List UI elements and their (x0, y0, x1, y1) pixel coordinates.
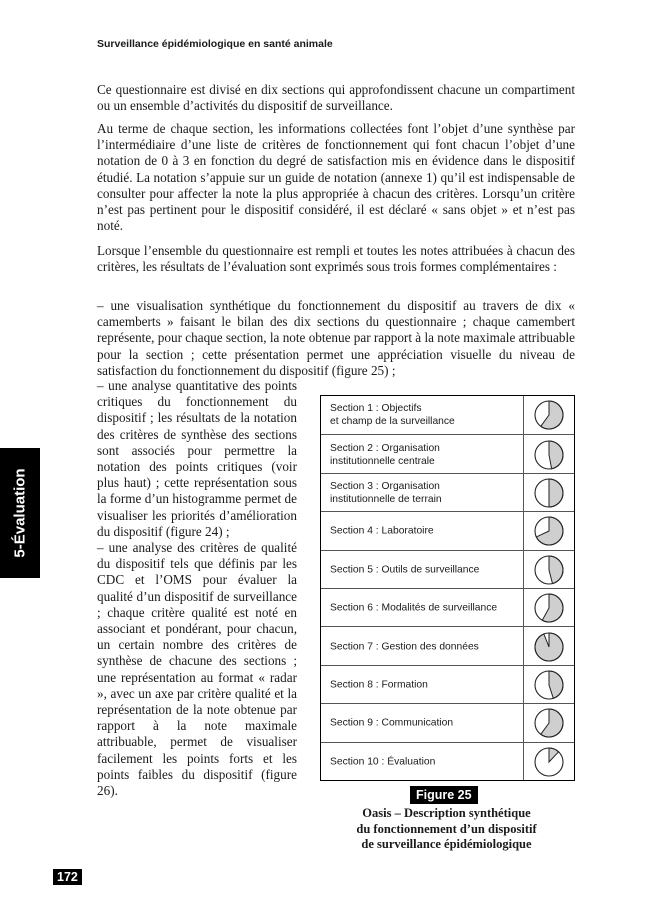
section-label-line: et champ de la surveillance (330, 416, 455, 428)
figure-row (321, 511, 574, 550)
running-header: Surveillance épidémiologique en santé animale (97, 38, 333, 50)
figure-caption (320, 806, 573, 853)
section-label-line: Section 9 : Communication (330, 717, 454, 729)
paragraph: Lorsque l’ensemble du questionnaire est rempli et toutes les notes attribuées à chacun des critères, les résultats de l’évaluation sont exprimés sous trois formes complémentaires : (97, 243, 575, 275)
left-column-text (97, 378, 297, 799)
section-label-line: Section 7 : Gestion des données (330, 641, 479, 653)
section-label-line: Section 5 : Outils de surveillance (330, 564, 480, 576)
figure-row (321, 396, 574, 434)
paragraph: Ce questionnaire est divisé en dix sections qui approfondissent chacune un compartiment ou un ensemble d’activités du dispositif de surveillance. (97, 82, 575, 114)
score-pie (533, 399, 565, 431)
column-paragraph: – une analyse des critères de qualité du dispositif tels que définis par les CDC et l’OMS pour évaluer la qualité d’un dispositif de surveillance ; chaque critère qualité est noté en associant et pondérant, pour chacun, un certain nombre des critères de synthèse de chacune des sections ; une représentation au format « radar », avec un axe par critère qualité et la représentation de la note obtenue par rapport à la note maximale attribuable, permet de visualiser facilement les points forts et les points faibles du dispositif (figure 26). (97, 540, 297, 799)
section-label (330, 717, 520, 730)
section-label-line: Section 1 : Objectifs (330, 403, 422, 415)
figure-25-table (320, 395, 575, 781)
score-wedge (549, 556, 563, 584)
figure-row (321, 473, 574, 512)
score-pie (533, 439, 565, 471)
score-pie (533, 477, 565, 509)
caption-line: de surveillance épidémiologique (361, 837, 532, 851)
section-label (330, 678, 520, 691)
score-wedge (549, 441, 563, 469)
section-label-line: institutionnelle de terrain (330, 493, 442, 505)
section-label (330, 602, 520, 615)
figure-row (321, 588, 574, 627)
section-label-line: Section 6 : Modalités de surveillance (330, 602, 498, 614)
score-wedge (549, 671, 563, 698)
caption-line: Oasis – Description synthétique (362, 806, 531, 820)
paragraph: – une visualisation synthétique du fonctionnement du dispositif au travers de dix « camemberts » faisant le bilan des dix sections du questionnaire ; chaque camembert représente, pour chaque section, la note obtenue par rapport à la note maximale attribuable pour la section ; cette présentation permet une appréciation visuelle du niveau de satisfaction du fonctionnement du dispositif (figure 25) ; (97, 298, 575, 378)
figure-row (321, 550, 574, 589)
chapter-tab (0, 448, 40, 578)
column-paragraph: – une analyse quantitative des points critiques du fonctionnement du dispositif ; les résultats de la notation des critères de synthèse des sections sont associés pour permettre la notation des points critiques (voir plus haut) ; cette représentation sous la forme d’un histogramme permet de visualiser les priorités d’amélioration du dispositif (figure 24) ; (97, 378, 297, 539)
figure-row (321, 626, 574, 665)
score-pie (533, 746, 565, 778)
section-label-line: institutionnelle centrale (330, 455, 435, 467)
figure-badge: Figure 25 (410, 786, 478, 804)
section-label-line: Section 3 : Organisation (330, 480, 440, 492)
score-pie (533, 631, 565, 663)
section-label (330, 442, 520, 468)
chapter-tab-label: 5-Évaluation (11, 468, 29, 558)
section-label (330, 480, 520, 506)
figure-row (321, 742, 574, 781)
section-label-line: Section 8 : Formation (330, 679, 428, 691)
section-label (330, 563, 520, 576)
section-label (330, 525, 520, 538)
caption-line: du fonctionnement d’un dispositif (356, 821, 537, 836)
section-label-line: Section 4 : Laboratoire (330, 525, 434, 537)
section-label (330, 755, 520, 768)
paragraph: Au terme de chaque section, les informations collectées font l’objet d’une synthèse par l’intermédiaire d’une liste de critères de fonctionnement qui font chacun l’objet d’une notation de 0 à 3 en fonction du degré de satisfaction mis en évidence dans le dispositif étudié. La notation s’appuie sur un guide de notation (annexe 1) qu’il est indispensable de consulter pour affecter la note la plus appropriée à chacun des critères. Lorsqu’un critère n’est pas pertinent pour le dispositif considéré, il est déclaré « sans objet » et n’est pas noté. (97, 121, 575, 234)
score-wedge (549, 479, 563, 507)
score-pie (533, 669, 565, 701)
score-pie (533, 515, 565, 547)
section-label-line: Section 10 : Évaluation (330, 756, 436, 768)
figure-row (321, 665, 574, 704)
section-label (330, 402, 520, 428)
section-label-line: Section 2 : Organisation (330, 442, 440, 454)
figure-row (321, 434, 574, 473)
page-number: 172 (53, 869, 82, 885)
score-pie (533, 592, 565, 624)
section-label (330, 640, 520, 653)
score-pie (533, 554, 565, 586)
figure-row (321, 703, 574, 742)
score-pie (533, 707, 565, 739)
score-wedge (542, 594, 563, 622)
